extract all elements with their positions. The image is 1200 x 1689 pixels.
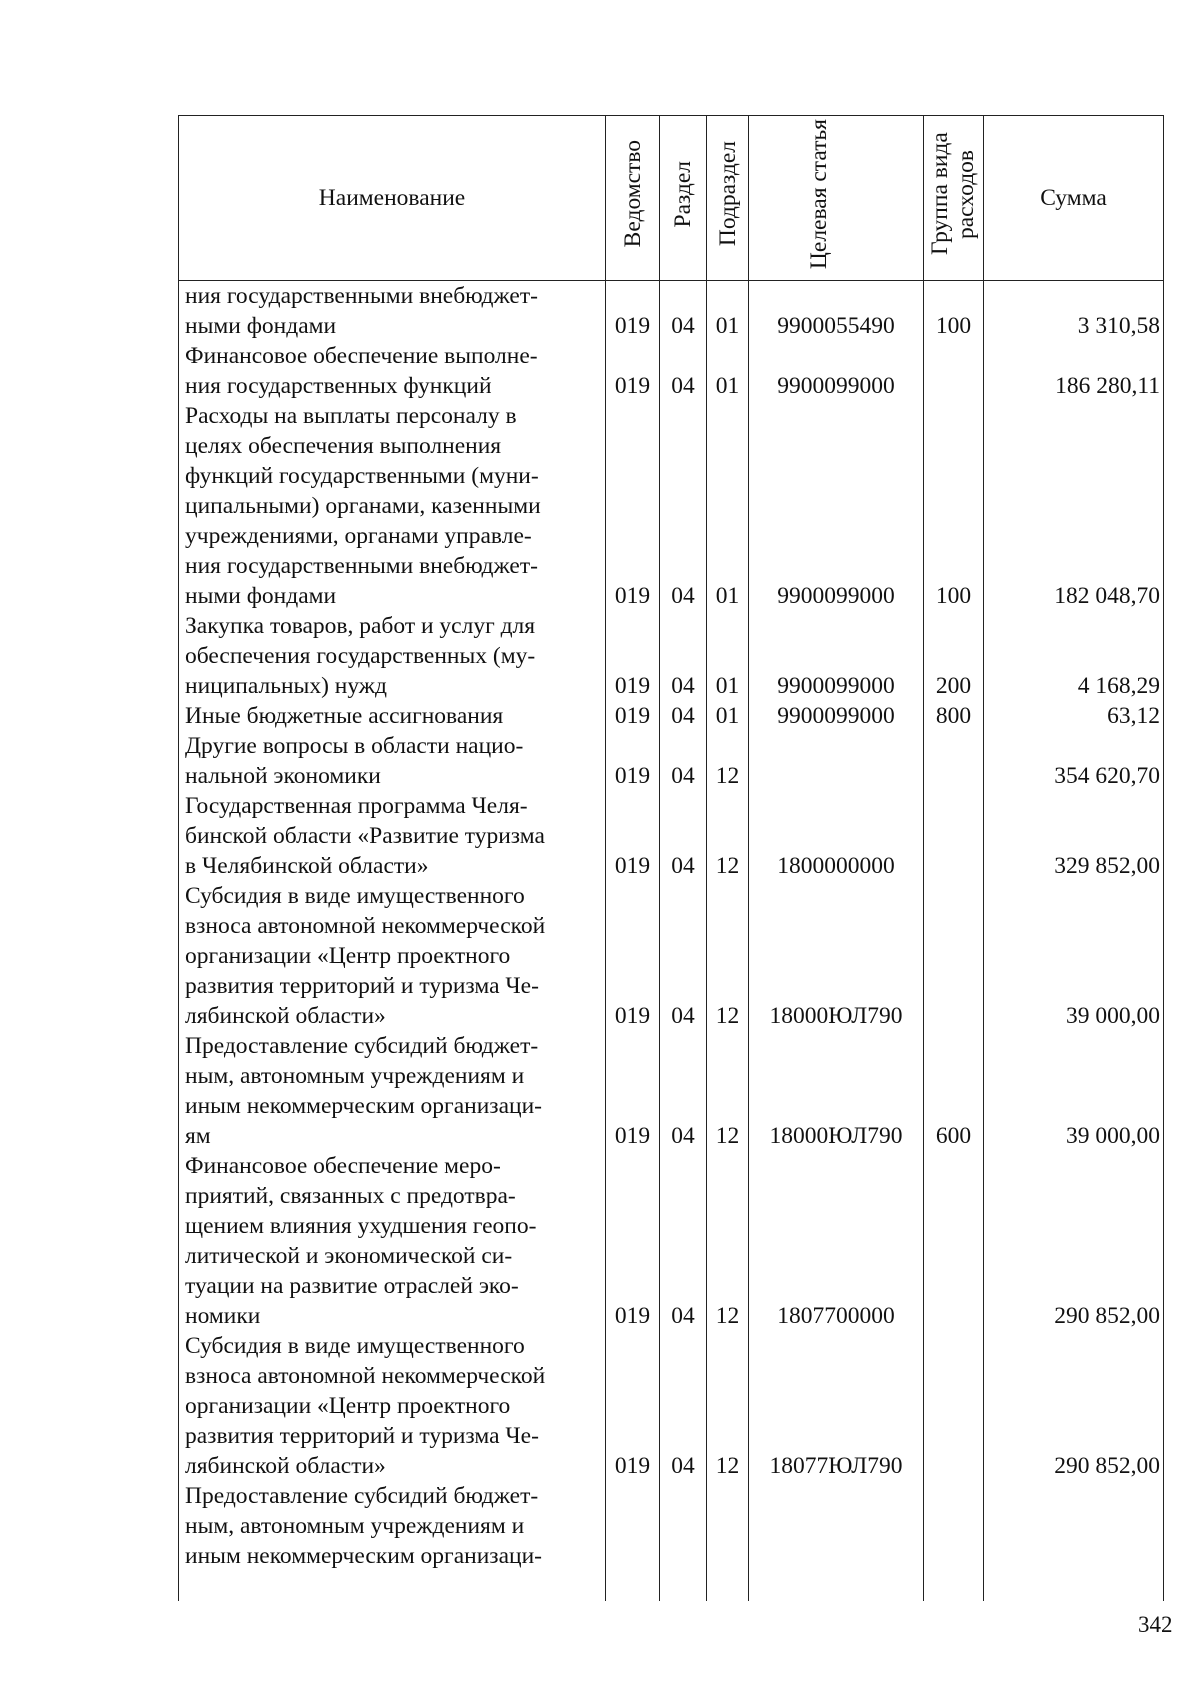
row-name: Закупка товаров, работ и услуг для обеспечения государственных (му- ниципальных) нужд: [179, 611, 606, 701]
row-expense-group: [924, 1151, 984, 1331]
row-department: 019: [606, 791, 660, 881]
row-target-item: 18077ЮЛ790: [749, 1331, 924, 1481]
row-department: 019: [606, 281, 660, 342]
row-target-item: 1807700000: [749, 1151, 924, 1331]
row-amount: [984, 1481, 1164, 1601]
row-section: 04: [660, 1331, 707, 1481]
table-row: [179, 401, 1164, 611]
row-amount: 186 280,11: [984, 341, 1164, 401]
header-department: Ведомство: [606, 116, 660, 281]
row-department: 019: [606, 731, 660, 791]
header-amount: Сумма: [984, 116, 1164, 281]
row-amount: 3 310,58: [984, 281, 1164, 342]
row-department: 019: [606, 1151, 660, 1331]
row-department: 019: [606, 401, 660, 611]
row-amount: 4 168,29: [984, 611, 1164, 701]
row-subsection: 01: [707, 341, 749, 401]
row-amount: 182 048,70: [984, 401, 1164, 611]
row-expense-group: 200: [924, 611, 984, 701]
table-row: [179, 341, 1164, 401]
table-row: [179, 281, 1164, 342]
row-target-item: 9900099000: [749, 701, 924, 731]
row-subsection: 01: [707, 281, 749, 342]
row-section: 04: [660, 401, 707, 611]
row-target-item: [749, 1481, 924, 1601]
row-amount: 63,12: [984, 701, 1164, 731]
row-expense-group: 100: [924, 401, 984, 611]
row-department: 019: [606, 341, 660, 401]
budget-table: [178, 115, 1164, 1601]
row-department: [606, 1481, 660, 1601]
row-target-item: 18000ЮЛ790: [749, 1031, 924, 1151]
table-row: [179, 1481, 1164, 1601]
row-name: Финансовое обеспечение меро- приятий, связанных с предотвра- щением влияния ухудшения геопо- литической и экономической си- туации на развитие отраслей эко- номики: [179, 1151, 606, 1331]
row-department: 019: [606, 701, 660, 731]
table-row: [179, 791, 1164, 881]
row-target-item: [749, 731, 924, 791]
row-expense-group: 800: [924, 701, 984, 731]
row-target-item: 9900099000: [749, 611, 924, 701]
row-expense-group: 100: [924, 281, 984, 342]
row-department: 019: [606, 611, 660, 701]
page-number: 342: [1138, 1612, 1173, 1637]
row-subsection: 12: [707, 1331, 749, 1481]
row-target-item: 1800000000: [749, 791, 924, 881]
row-subsection: 01: [707, 401, 749, 611]
row-section: 04: [660, 731, 707, 791]
row-subsection: 12: [707, 731, 749, 791]
row-target-item: 9900099000: [749, 401, 924, 611]
table-row: [179, 701, 1164, 731]
row-name: Субсидия в виде имущественного взноса автономной некоммерческой организации «Центр проектного развития территорий и туризма Че- лябинской области»: [179, 881, 606, 1031]
row-expense-group: [924, 1481, 984, 1601]
header-expense-group: Группа вида расходов: [924, 116, 984, 281]
row-name: Иные бюджетные ассигнования: [179, 701, 606, 731]
row-section: 04: [660, 701, 707, 731]
row-section: [660, 1481, 707, 1601]
header-name: Наименование: [179, 116, 606, 281]
row-expense-group: 600: [924, 1031, 984, 1151]
row-target-item: 9900055490: [749, 281, 924, 342]
row-amount: 39 000,00: [984, 1031, 1164, 1151]
header-section: Раздел: [660, 116, 707, 281]
row-amount: 290 852,00: [984, 1331, 1164, 1481]
row-section: 04: [660, 1031, 707, 1151]
row-name: Государственная программа Челя- бинской области «Развитие туризма в Челябинской области»: [179, 791, 606, 881]
row-subsection: 01: [707, 611, 749, 701]
row-expense-group: [924, 881, 984, 1031]
row-subsection: 12: [707, 1031, 749, 1151]
row-amount: 39 000,00: [984, 881, 1164, 1031]
row-subsection: 01: [707, 701, 749, 731]
row-subsection: 12: [707, 791, 749, 881]
row-name: Другие вопросы в области нацио- нальной экономики: [179, 731, 606, 791]
table-row: [179, 881, 1164, 1031]
row-target-item: 9900099000: [749, 341, 924, 401]
table-row: [179, 1151, 1164, 1331]
row-section: 04: [660, 881, 707, 1031]
row-section: 04: [660, 1151, 707, 1331]
row-section: 04: [660, 611, 707, 701]
header-target-item: Целевая статья: [749, 116, 924, 281]
row-amount: 329 852,00: [984, 791, 1164, 881]
row-name: Предоставление субсидий бюджет- ным, автономным учреждениям и иным некоммерческим организаци- ям: [179, 1031, 606, 1151]
row-department: 019: [606, 1031, 660, 1151]
table-row: [179, 611, 1164, 701]
row-section: 04: [660, 791, 707, 881]
row-subsection: 12: [707, 1151, 749, 1331]
row-subsection: 12: [707, 881, 749, 1031]
row-name: Предоставление субсидий бюджет- ным, автономным учреждениям и иным некоммерческим организаци-: [179, 1481, 606, 1601]
table-header: [179, 116, 1164, 281]
row-target-item: 18000ЮЛ790: [749, 881, 924, 1031]
row-amount: 290 852,00: [984, 1151, 1164, 1331]
row-name: Субсидия в виде имущественного взноса автономной некоммерческой организации «Центр проектного развития территорий и туризма Че- лябинской области»: [179, 1331, 606, 1481]
row-amount: 354 620,70: [984, 731, 1164, 791]
row-expense-group: [924, 731, 984, 791]
table-row: [179, 1331, 1164, 1481]
row-expense-group: [924, 1331, 984, 1481]
row-name: Расходы на выплаты персоналу в целях обеспечения выполнения функций государственными (муни- ципальными) органами, казенными учреждениями, органами управле- ния государственными внебюджет- ными фондами: [179, 401, 606, 611]
row-section: 04: [660, 341, 707, 401]
row-name: ния государственными внебюджет- ными фондами: [179, 281, 606, 342]
row-department: 019: [606, 881, 660, 1031]
row-department: 019: [606, 1331, 660, 1481]
row-subsection: [707, 1481, 749, 1601]
table-body: [179, 281, 1164, 1602]
header-subsection: Подраздел: [707, 116, 749, 281]
table-row: [179, 731, 1164, 791]
table-row: [179, 1031, 1164, 1151]
row-name: Финансовое обеспечение выполне- ния государственных функций: [179, 341, 606, 401]
row-section: 04: [660, 281, 707, 342]
row-expense-group: [924, 341, 984, 401]
row-expense-group: [924, 791, 984, 881]
